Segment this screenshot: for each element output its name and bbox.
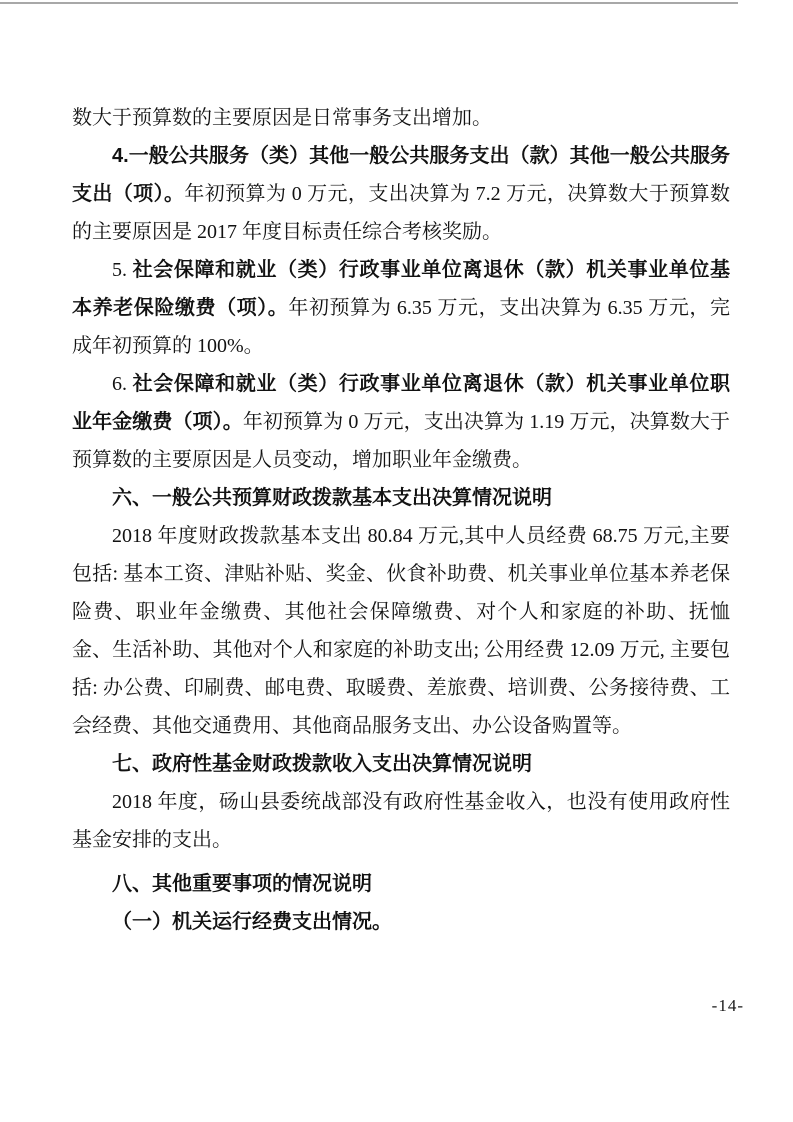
bold-text-segment: 八、其他重要事项的情况说明 [112, 873, 372, 895]
page-number: -14- [711, 996, 744, 1015]
para-item-5 [72, 251, 730, 365]
scan-artifact-line [0, 2, 738, 4]
heading-section-8 [72, 865, 730, 903]
text-segment: 年初预算为 0 万元，支出决算为 1.19 万元，决算数大于预算数的主要原因是人员变动，增加职业年金缴费。 [72, 411, 731, 471]
text-segment: 6. [112, 373, 133, 395]
heading-section-8-1 [72, 903, 730, 941]
para-basic-expenditure-detail [72, 517, 730, 745]
text-segment: 2018 年度财政拨款基本支出 80.84 万元,其中人员经费 68.75 万元,主要包括: 基本工资、津贴补贴、奖金、伙食补助费、机关事业单位基本养老保险费、职业年金缴费、其他社会保障缴费、对个人和家庭的补助、抚恤金、生活补助、其他对个人和家庭的补助支出; 公用经费 12.09 万元, 主要包括: 办公费、印刷费、邮电费、取暖费、差旅费、培训费、公务接待费、工会经费、其他交通费用、其他商品服务支出、办公设备购置等。 [72, 525, 730, 737]
heading-section-7 [72, 745, 730, 783]
bold-text-segment: 4.一般公共服务（类）其他一般公共服务支出（款）其他一般公共服务支出（项）。 [72, 145, 730, 205]
bold-text-segment: （一）机关运行经费支出情况。 [112, 911, 392, 933]
bold-text-segment: 七、政府性基金财政拨款收入支出决算情况说明 [112, 753, 532, 775]
para-item-4 [72, 137, 730, 251]
text-segment: 2018 年度，砀山县委统战部没有政府性基金收入，也没有使用政府性基金安排的支出。 [72, 791, 730, 851]
para-item-3-continuation [72, 99, 730, 137]
text-segment: 数大于预算数的主要原因是日常事务支出增加。 [72, 107, 492, 129]
para-item-6 [72, 365, 730, 479]
para-gov-fund [72, 783, 730, 859]
bold-text-segment: 社会保障和就业（类）行政事业单位离退休（款）机关事业单位基本养老保险缴费（项）。 [72, 259, 731, 319]
text-segment: 年初预算为 6.35 万元，支出决算为 6.35 万元，完成年初预算的 100%。 [72, 297, 731, 357]
bold-text-segment: 社会保障和就业（类）行政事业单位离退休（款）机关事业单位职业年金缴费（项）。 [72, 373, 731, 433]
bold-text-segment: 六、一般公共预算财政拨款基本支出决算情况说明 [112, 487, 552, 509]
heading-section-6 [72, 479, 730, 517]
document-body [72, 99, 730, 941]
text-segment: 5. [112, 259, 133, 281]
text-segment: 年初预算为 0 万元，支出决算为 7.2 万元，决算数大于预算数的主要原因是 2017 年度目标责任综合考核奖励。 [72, 183, 731, 243]
